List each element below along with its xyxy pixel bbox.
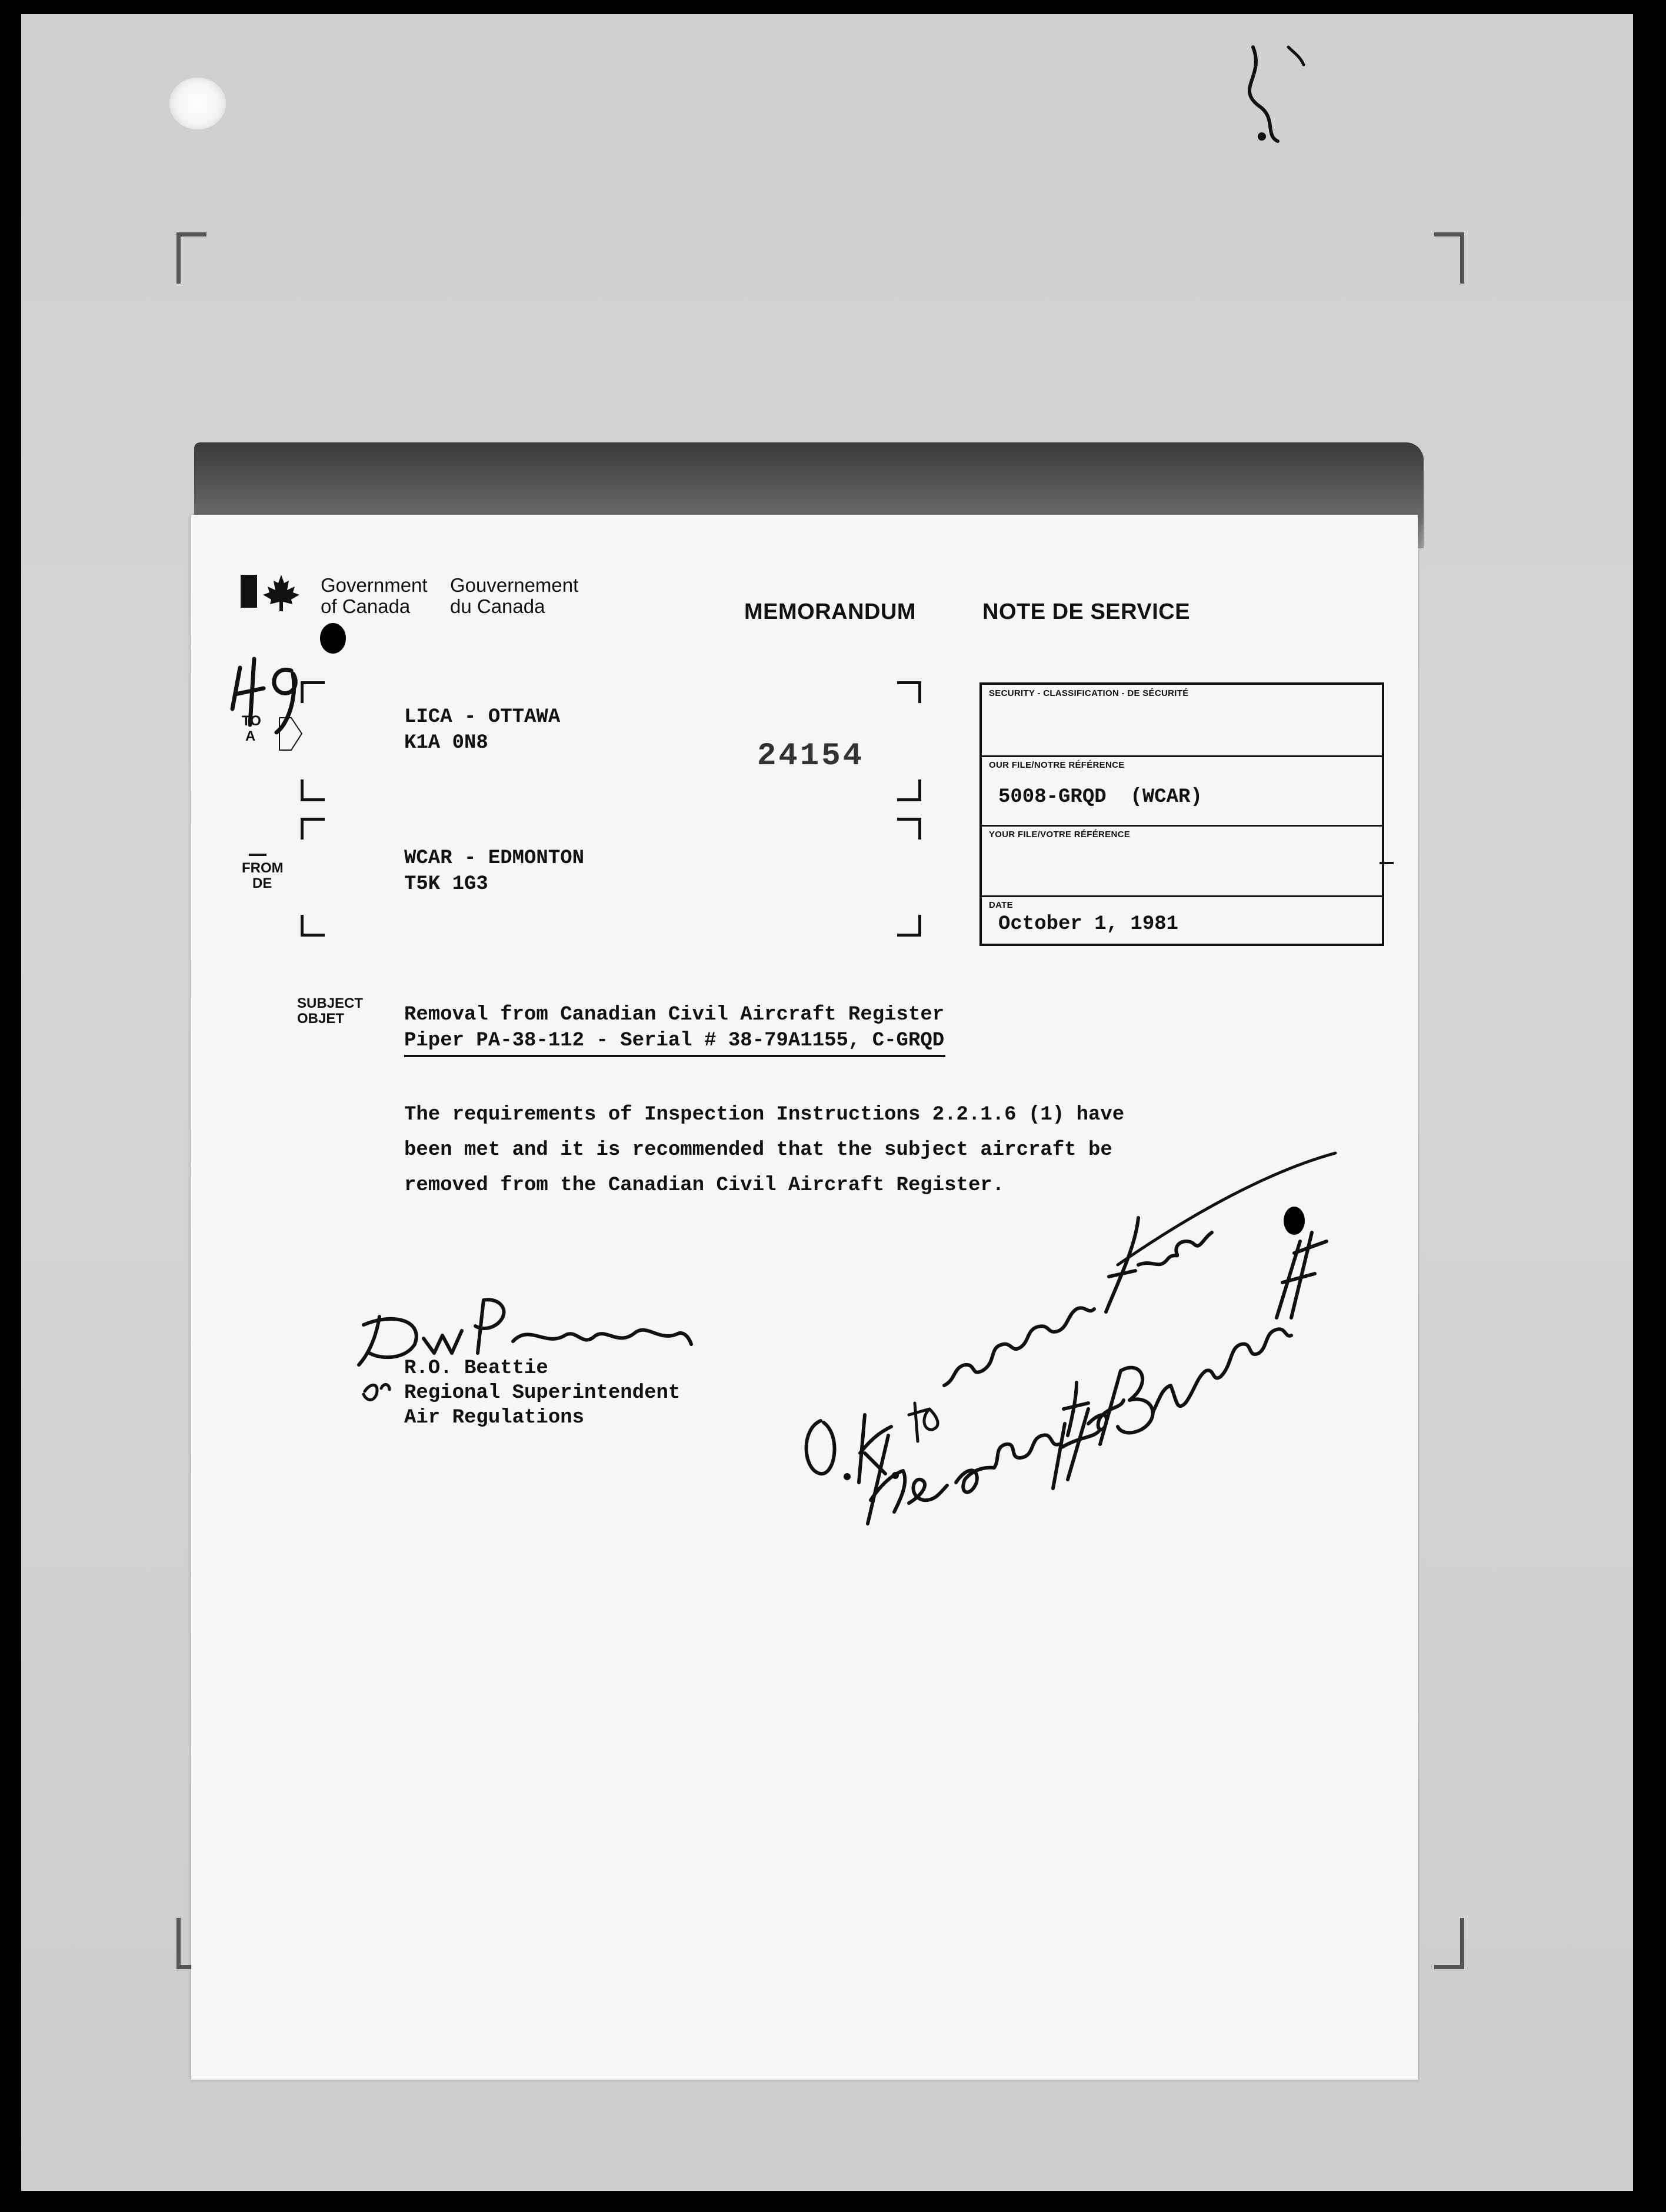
to-label-fr: A [245,728,256,744]
security-label: SECURITY - CLASSIFICATION - DE SÉCURITÉ [989,688,1189,698]
gov-fr-line2: du Canada [450,595,545,617]
body-line-1: The requirements of Inspection Instructions 2.2.1.6 (1) have [404,1104,1125,1126]
our-file-label: OUR FILE/NOTRE RÉFÉRENCE [989,760,1125,770]
body-line-3: removed from the Canadian Civil Aircraft Register. [404,1174,1005,1197]
subject-line2: Piper PA-38-112 - Serial # 38-79A1155, C-GRQD [404,1028,945,1057]
from-line1: WCAR - EDMONTON [404,847,585,870]
signer-title: Regional Superintendent [404,1382,681,1404]
signer-department: Air Regulations [404,1407,585,1429]
memorandum-title: MEMORANDUM [744,599,917,624]
subject-line1: Removal from Canadian Civil Aircraft Register [404,1004,945,1026]
gov-en-line1: Government [321,574,428,596]
stamp-number: 24154 [757,738,865,774]
our-file-value: 5008-GRQD (WCAR) [998,786,1202,808]
to-line1: LICA - OTTAWA [404,706,561,728]
gov-fr-line1: Gouvernement [450,574,579,596]
subject-label-fr: OBJET [297,1011,345,1027]
your-file-label: YOUR FILE/VOTRE RÉFÉRENCE [989,830,1131,840]
date-value: October 1, 1981 [998,913,1179,935]
beattie-signature [359,1300,691,1400]
signer-name: R.O. Beattie [404,1357,548,1380]
subject-label-en: SUBJECT [297,995,364,1011]
body-line-2: been met and it is recommended that the subject aircraft be [404,1139,1112,1161]
to-line2: K1A 0N8 [404,732,488,754]
date-label: DATE [989,900,1013,910]
from-line2: T5K 1G3 [404,873,488,895]
margin-note-49 [232,623,346,732]
from-label-fr: DE [252,875,272,891]
from-label-en: FROM [242,860,284,876]
approver-signature [1053,1207,1327,1488]
to-label-en: TO [242,713,261,729]
note-de-service-title: NOTE DE SERVICE [982,599,1191,624]
gov-en-line2: of Canada [321,595,411,617]
